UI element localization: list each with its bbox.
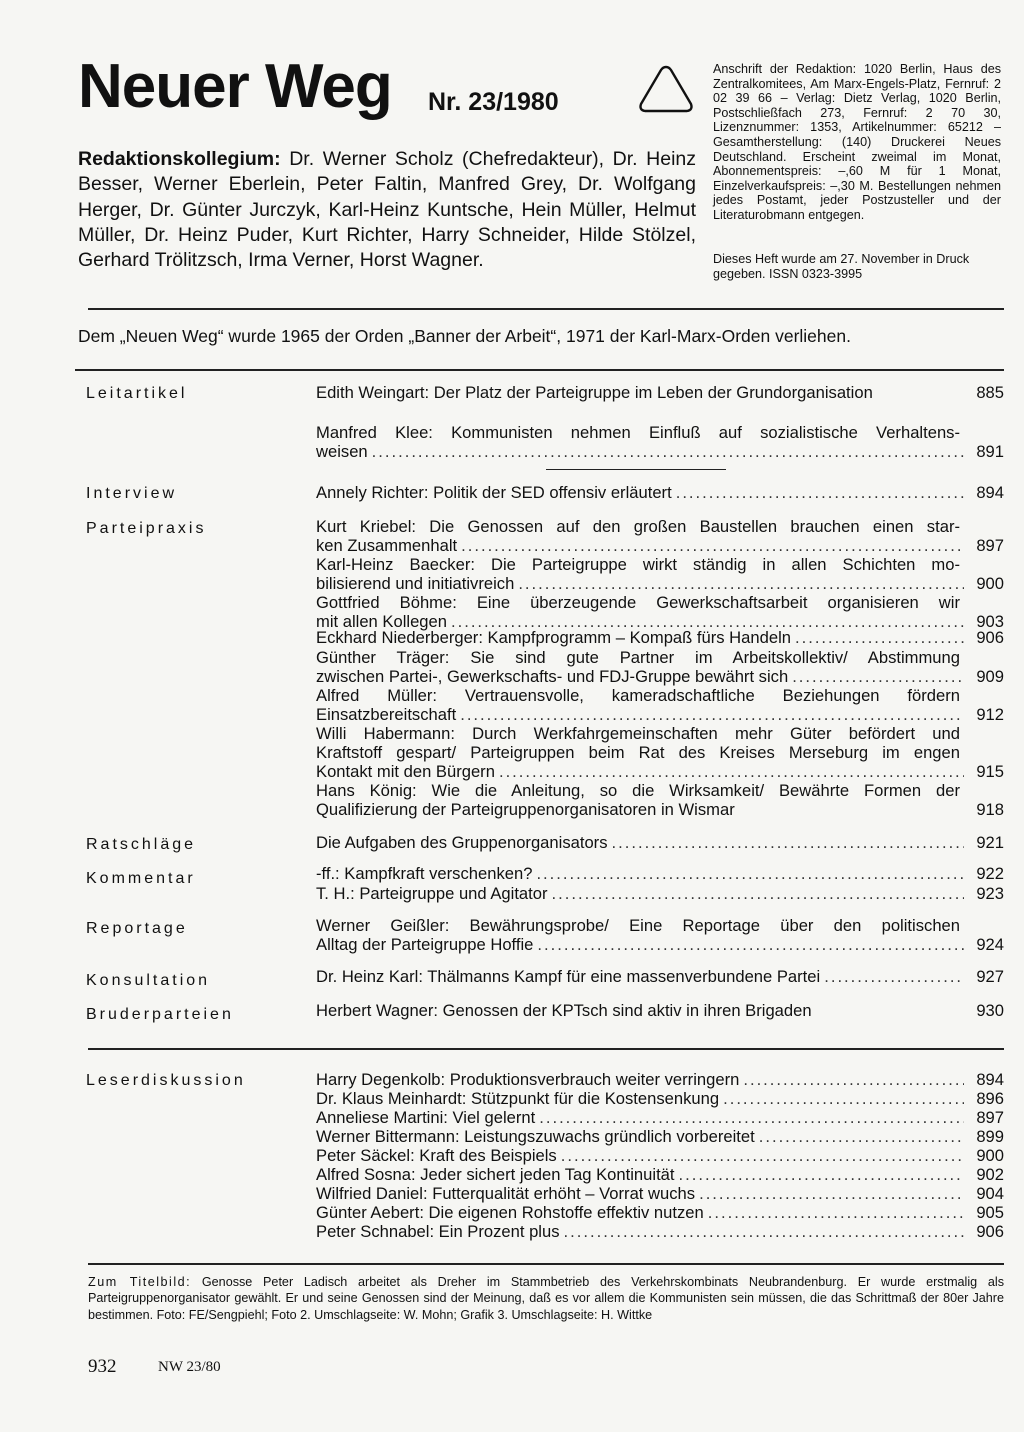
editorial-board xyxy=(78,147,696,273)
entry-page: 924 xyxy=(976,935,1004,954)
entry-title: ken Zusammenhalt xyxy=(316,536,458,555)
reader-entry[interactable] xyxy=(316,1127,1004,1146)
entry-title: T. H.: Parteigruppe und Agitator xyxy=(316,884,548,903)
toc-entry[interactable] xyxy=(316,1001,1004,1020)
toc-entry[interactable] xyxy=(316,884,1004,903)
category-bruderparteien: Bruderparteien xyxy=(86,1006,234,1023)
entry-page: 894 xyxy=(976,483,1004,502)
toc-entry[interactable] xyxy=(316,781,1004,819)
entry-page: 894 xyxy=(976,1070,1004,1089)
entry-page: 912 xyxy=(976,705,1004,724)
leader-dots xyxy=(564,1222,964,1241)
toc-entry[interactable] xyxy=(316,383,1004,402)
divider-caption xyxy=(88,1263,1004,1265)
toc-entry[interactable] xyxy=(316,423,1004,461)
toc-entry[interactable] xyxy=(316,483,1004,502)
leader-dots xyxy=(536,864,964,883)
entry-title-line2: Kraftstoff gespart/ Parteigruppen beim Rat des Kreises Merseburg im engen xyxy=(316,743,960,762)
entry-title: Peter Schnabel: Ein Prozent plus xyxy=(316,1222,560,1241)
leader-dots xyxy=(561,1146,964,1165)
entry-title: Alfred Sosna: Jeder sichert jeden Tag Kontinuität xyxy=(316,1165,675,1184)
category-parteipraxis: Parteipraxis xyxy=(86,520,207,537)
entry-title: Kontakt mit den Bürgern xyxy=(316,762,495,781)
entry-page: 885 xyxy=(976,383,1004,402)
leader-dots xyxy=(460,705,964,724)
entry-title: Werner Bittermann: Leistungszuwachs gründlich vorbereitet xyxy=(316,1127,755,1146)
toc-entry[interactable] xyxy=(316,864,1004,883)
leader-dots xyxy=(537,935,964,954)
toc-entry[interactable] xyxy=(316,833,1004,852)
entry-title: Wilfried Daniel: Futterqualität erhöht – Vorrat wuchs xyxy=(316,1184,696,1203)
entry-title: Einsatzbereitschaft xyxy=(316,705,457,724)
entry-title: Peter Säckel: Kraft des Beispiels xyxy=(316,1146,557,1165)
entry-title: zwischen Partei-, Gewerkschafts- und FDJ-Gruppe bewährt sich xyxy=(316,667,789,686)
entry-title-line1: Karl-Heinz Baecker: Die Parteigruppe wirkt ständig in allen Schichten mo- xyxy=(316,555,960,574)
category-reportage: Reportage xyxy=(86,920,188,937)
reader-entry[interactable] xyxy=(316,1089,1004,1108)
leader-dots xyxy=(824,967,964,986)
category-leitartikel: Leitartikel xyxy=(86,385,188,402)
leader-dots xyxy=(461,536,964,555)
editorial-board-names: Dr. Werner Scholz (Chefredakteur), Dr. Heinz Besser, Werner Eberlein, Peter Faltin, Manfred Grey, Dr. Wolfgang Herger, Dr. Günter Jurczyk, Karl-Heinz Kuntsche, Hein Müller, Helmut Müller, Dr. Heinz Puder, Kurt Richter, Harry Schneider, Hilde Stölzel, Gerhard Trölitzsch, Irma Verner, Horst Wagner. xyxy=(78,148,696,272)
entry-title: Anneliese Martini: Viel gelernt xyxy=(316,1108,536,1127)
leader-dots xyxy=(676,483,964,502)
reader-entry[interactable] xyxy=(316,1146,1004,1165)
leader-dots xyxy=(518,574,964,593)
editorial-board-label: Redaktionskollegium: xyxy=(78,148,281,170)
divider-short xyxy=(546,469,726,470)
entry-page: 902 xyxy=(976,1165,1004,1184)
entry-title: Qualifizierung der Parteigruppenorganisatoren in Wismar xyxy=(316,800,735,819)
leader-dots xyxy=(708,1203,964,1222)
category-leserdiskussion: Leserdiskussion xyxy=(86,1072,246,1089)
leader-dots xyxy=(539,1108,964,1127)
reader-entry[interactable] xyxy=(316,1184,1004,1203)
entry-title-line1: Günther Träger: Sie sind gute Partner im Arbeitskollektiv/ Abstimmung xyxy=(316,648,960,667)
reader-entry[interactable] xyxy=(316,1165,1004,1184)
toc-entry[interactable] xyxy=(316,593,1004,631)
leader-dots xyxy=(679,1165,964,1184)
entry-title-line1: Werner Geißler: Bewährungsprobe/ Eine Reportage über den politischen xyxy=(316,916,960,935)
entry-title: Eckhard Niederberger: Kampfprogramm – Kompaß fürs Handeln xyxy=(316,628,791,647)
entry-title-line1: Willi Habermann: Durch Werkfahrgemeinschaften mehr Güter befördert und xyxy=(316,724,960,743)
entry-page: 900 xyxy=(976,574,1004,593)
leader-dots xyxy=(499,762,964,781)
magazine-title: Neuer Weg xyxy=(78,52,392,121)
cover-caption xyxy=(88,1274,1004,1323)
leader-dots xyxy=(723,1089,964,1108)
reader-entry[interactable] xyxy=(316,1108,1004,1127)
reader-entry[interactable] xyxy=(316,1203,1004,1222)
entry-title: weisen xyxy=(316,442,368,461)
entry-title-line1: Kurt Kriebel: Die Genossen auf den großen Baustellen brauchen einen star- xyxy=(316,517,960,536)
leader-dots xyxy=(795,628,964,647)
entry-title: bilisierend und initiativreich xyxy=(316,574,515,593)
leader-dots xyxy=(759,1127,964,1146)
reader-entry[interactable] xyxy=(316,1070,1004,1089)
cover-caption-label: Zum Titelbild: xyxy=(88,1275,192,1289)
entry-title-line1: Hans König: Wie die Anleitung, so die Wirksamkeit/ Bewährte Formen der xyxy=(316,781,960,800)
entry-page: 923 xyxy=(976,884,1004,903)
entry-page: 896 xyxy=(976,1089,1004,1108)
entry-title: Alltag der Parteigruppe Hoffie xyxy=(316,935,534,954)
divider-top xyxy=(88,308,1004,310)
toc-entry[interactable] xyxy=(316,916,1004,954)
entry-page: 905 xyxy=(976,1203,1004,1222)
entry-title: Harry Degenkolb: Produktionsverbrauch weiter verringern xyxy=(316,1070,740,1089)
entry-title-line1: Gottfried Böhme: Eine überzeugende Gewerkschaftsarbeit organisieren wir xyxy=(316,593,960,612)
issue-number: Nr. 23/1980 xyxy=(428,88,559,116)
toc-entry[interactable] xyxy=(316,555,1004,593)
leader-dots xyxy=(372,442,964,461)
entry-title: Annely Richter: Politik der SED offensiv erläutert xyxy=(316,483,672,502)
entry-title: Dr. Klaus Meinhardt: Stützpunkt für die Kostensenkung xyxy=(316,1089,720,1108)
editorial-address: Anschrift der Redaktion: 1020 Berlin, Haus des Zentralkomitees, Am Marx-Engels-Platz, Fernruf: 2 02 39 66 – Verlag: Dietz Verlag, 1020 Berlin, Postschließfach 273, Fernruf: 2 70 30, Lizenznummer: 1353, Artikelnummer: 65212 – Gesamtherstellung: (140) Druckerei Neues Deutschland. Erscheint zweimal im Monat, Abonnementspreis: –,60 M für 1 Monat, Einzelverkaufspreis: –,30 M. Bestellungen nehmen jedes Postamt, jeder Postzusteller und der Literaturobmann entgegen. xyxy=(713,62,1001,222)
award-note: Dem „Neuen Weg“ wurde 1965 der Orden „Banner der Arbeit“, 1971 der Karl-Marx-Orden verliehen. xyxy=(78,326,851,346)
entry-page: 897 xyxy=(976,1108,1004,1127)
entry-page: 918 xyxy=(976,800,1004,819)
toc-entry[interactable] xyxy=(316,724,1004,781)
entry-page: 897 xyxy=(976,536,1004,555)
cover-caption-text: Genosse Peter Ladisch arbeitet als Dreher im Stammbetrieb des Verkehrskombinats Neubrandenburg. Er wurde erstmalig als Parteigruppenorganisator gewählt. Er und seine Genossen sind der Meinung, daß es vor allem die Kommunisten sein müssen, die das Schrittmaß der 80er Jahre bestimmen. Foto: FE/Sengpiehl; Foto 2. Umschlagseite: W. Mohn; Grafik 3. Umschlagseite: H. Wittke xyxy=(88,1275,1005,1322)
category-ratschlaege: Ratschläge xyxy=(86,836,197,853)
toc-entry[interactable] xyxy=(316,648,1004,686)
leader-dots xyxy=(792,667,964,686)
entry-page: 909 xyxy=(976,667,1004,686)
entry-page: 930 xyxy=(976,1001,1004,1020)
entry-page: 906 xyxy=(976,628,1004,647)
divider-leser xyxy=(88,1048,1004,1050)
entry-title: Günter Aebert: Die eigenen Rohstoffe effektiv nutzen xyxy=(316,1203,704,1222)
leader-dots xyxy=(743,1070,964,1089)
entry-title: Die Aufgaben des Gruppenorganisators xyxy=(316,833,608,852)
print-note: Dieses Heft wurde am 27. November in Druck gegeben. ISSN 0323-3995 xyxy=(713,252,970,281)
entry-page: 904 xyxy=(976,1184,1004,1203)
triangle-logo-icon xyxy=(638,64,694,114)
entry-title-line1: Alfred Müller: Vertrauensvolle, kameradschaftliche Beziehungen fördern xyxy=(316,686,960,705)
category-kommentar: Kommentar xyxy=(86,870,196,887)
toc-entry[interactable] xyxy=(316,686,1004,724)
leader-dots xyxy=(699,1184,964,1203)
leader-dots xyxy=(612,833,964,852)
entry-page: 900 xyxy=(976,1146,1004,1165)
entry-page: 921 xyxy=(976,833,1004,852)
entry-title: Edith Weingart: Der Platz der Parteigruppe im Leben der Grundorganisation xyxy=(316,383,873,402)
toc-entry[interactable] xyxy=(316,967,1004,986)
entry-page: 915 xyxy=(976,762,1004,781)
entry-page: 891 xyxy=(976,442,1004,461)
toc-entry[interactable] xyxy=(316,517,1004,555)
entry-title-line1: Manfred Klee: Kommunisten nehmen Einfluß auf sozialistische Verhaltens- xyxy=(316,423,960,442)
category-interview: Interview xyxy=(86,485,178,502)
entry-page: 899 xyxy=(976,1127,1004,1146)
page-number: 932 xyxy=(88,1356,117,1377)
entry-title: mit allen Kollegen xyxy=(316,612,447,631)
toc-entry[interactable] xyxy=(316,628,1004,647)
entry-page: 906 xyxy=(976,1222,1004,1241)
entry-page: 927 xyxy=(976,967,1004,986)
entry-title: Herbert Wagner: Genossen der KPTsch sind aktiv in ihren Brigaden xyxy=(316,1001,812,1020)
reader-entry[interactable] xyxy=(316,1222,1004,1241)
entry-page: 922 xyxy=(976,864,1004,883)
leader-dots xyxy=(552,884,964,903)
entry-page: 903 xyxy=(976,612,1004,631)
divider-toc xyxy=(75,369,1004,371)
entry-title: -ff.: Kampfkraft verschenken? xyxy=(316,864,533,883)
category-konsultation: Konsultation xyxy=(86,972,211,989)
entry-title: Dr. Heinz Karl: Thälmanns Kampf für eine massenverbundene Partei xyxy=(316,967,821,986)
issue-short: NW 23/80 xyxy=(158,1359,221,1375)
